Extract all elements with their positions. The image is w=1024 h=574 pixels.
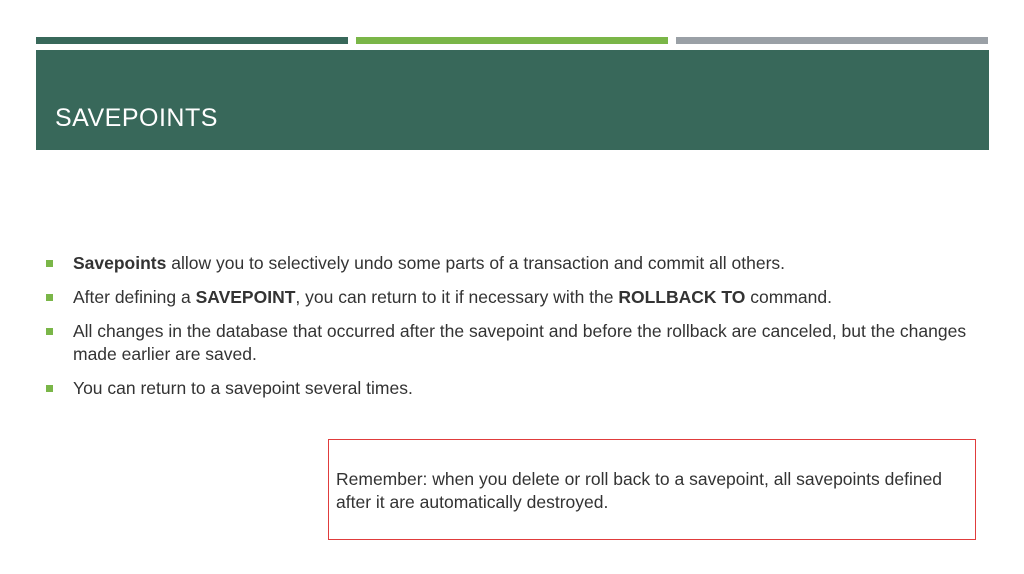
header-stripe-light-green — [356, 37, 668, 44]
bullet-square-icon — [46, 260, 53, 267]
bullet-bold-term: ROLLBACK TO — [618, 287, 746, 307]
bullet-square-icon — [46, 294, 53, 301]
slide-title: SAVEPOINTS — [55, 104, 218, 132]
bullet-bold-term: SAVEPOINT — [195, 287, 296, 307]
bullet-item — [46, 320, 986, 366]
bullet-square-icon — [46, 328, 53, 335]
bullet-list — [46, 252, 986, 411]
bullet-text: , you can return to it if necessary with the — [295, 287, 619, 307]
bullet-text: You can return to a savepoint several times. — [73, 378, 413, 398]
bullet-bold-term: Savepoints — [73, 253, 167, 273]
bullet-item — [46, 252, 986, 275]
title-bar — [36, 50, 989, 150]
note-box — [328, 439, 976, 540]
bullet-item — [46, 377, 986, 400]
bullet-text: All changes in the database that occurred after the savepoint and before the rollback are canceled, but the changes made earlier are saved. — [73, 321, 967, 364]
bullet-text: allow you to selectively undo some parts of a transaction and commit all others. — [166, 253, 786, 273]
note-text: Remember: when you delete or roll back to a savepoint, all savepoints defined after it are automatically destroyed. — [336, 469, 943, 512]
header-stripe-gray — [676, 37, 988, 44]
bullet-square-icon — [46, 385, 53, 392]
bullet-text: command. — [745, 287, 832, 307]
bullet-text: After defining a — [73, 287, 196, 307]
header-stripe-dark-green — [36, 37, 348, 44]
bullet-item — [46, 286, 986, 309]
